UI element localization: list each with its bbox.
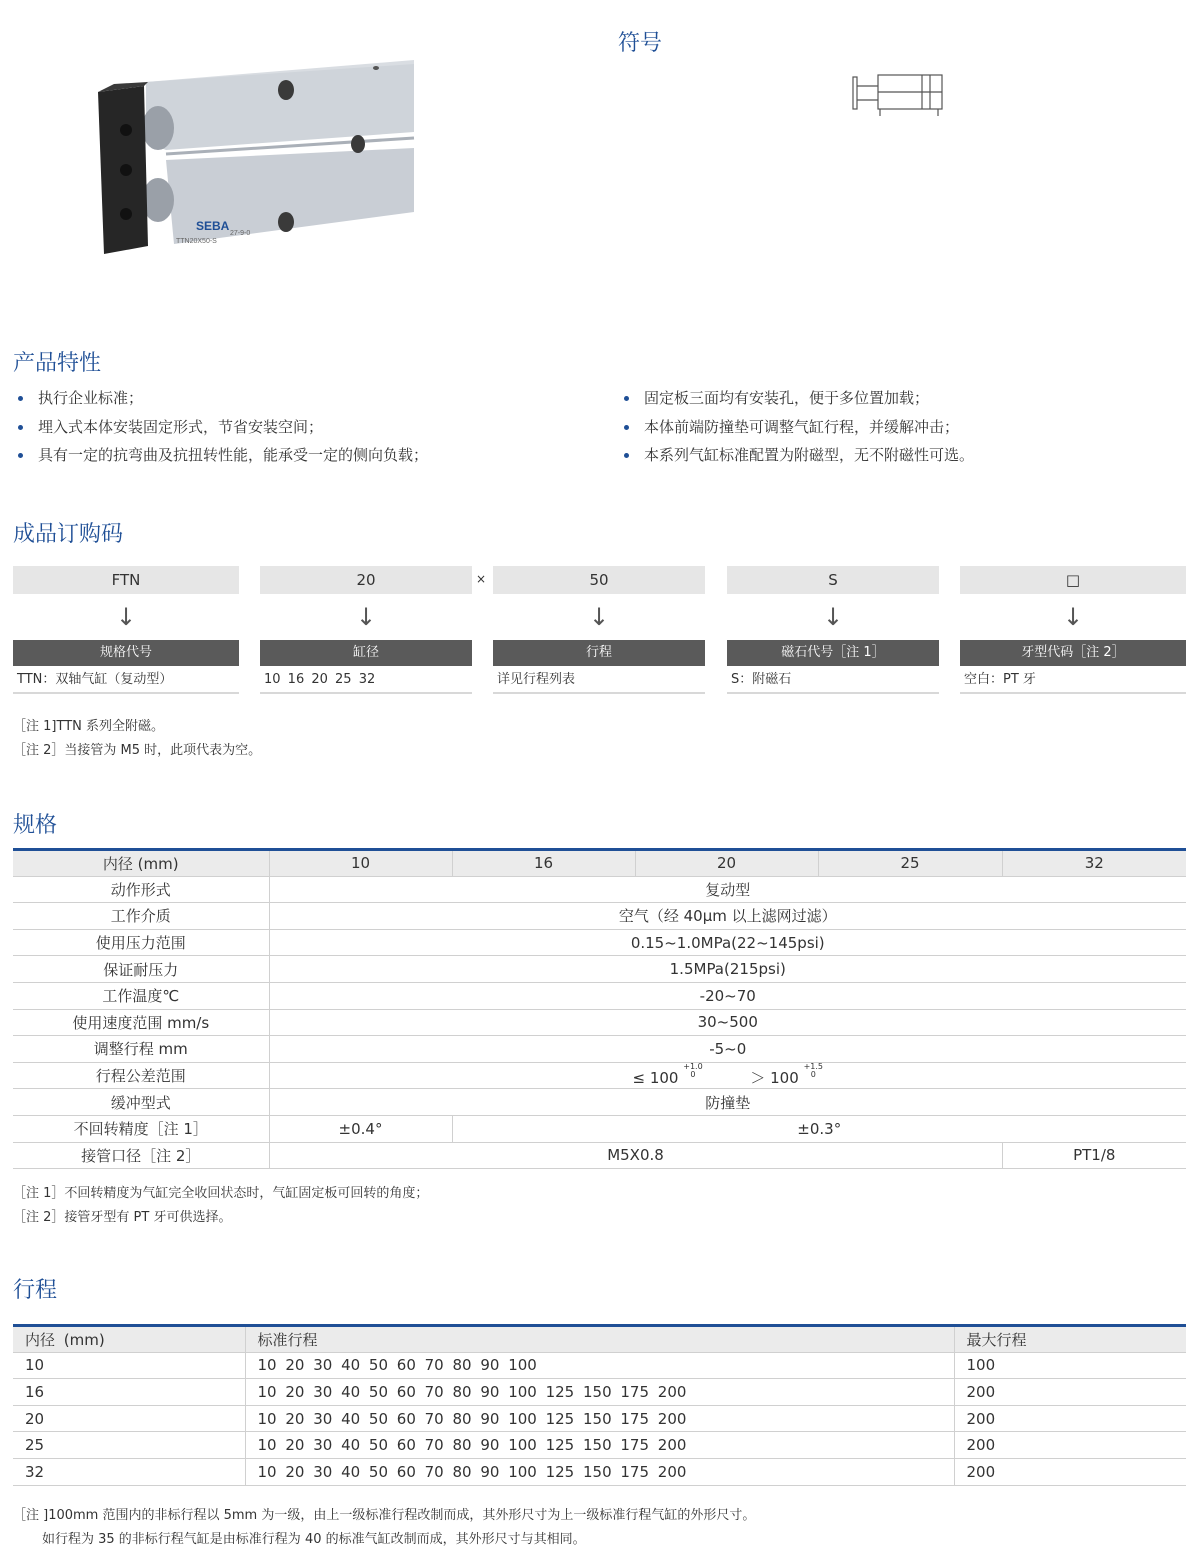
list-item: 本系列气缸标准配置为附磁型，无不附磁性可选。 (620, 441, 974, 470)
table-row: 工作介质 空气（经 40μm 以上滤网过滤） (13, 903, 1186, 930)
list-item: 固定板三面均有安装孔，便于多位置加载； (620, 384, 974, 413)
order-code-desc: 详见行程列表 (493, 666, 705, 694)
order-code-label: 行程 (493, 640, 705, 666)
brand-logo: SEBA (196, 219, 230, 233)
table-row: 保证耐压力 1.5MPa(215psi) (13, 956, 1186, 983)
order-code-value: 20 (260, 566, 472, 594)
table-header: 内径 (mm) 10 16 20 25 32 (13, 850, 1186, 877)
stroke-table (13, 1324, 1186, 1486)
order-code-column (727, 566, 939, 694)
order-code-value: 50 (493, 566, 705, 594)
stroke-note-1: ［注 ]100mm 范围内的非标行程以 5mm 为一级，由上一级标准行程改制而成，其外形尺寸为上一级标准行程气缸的外形尺寸。 (13, 1508, 756, 1523)
order-code-label: 缸径 (260, 640, 472, 666)
order-code-value: FTN (13, 566, 239, 594)
model-label: TTN20X50-S (176, 238, 217, 245)
order-code-label: 规格代号 (13, 640, 239, 666)
order-code-value: S (727, 566, 939, 594)
features-title: 产品特性 (13, 351, 102, 376)
order-code-column (493, 566, 705, 694)
spec-table (13, 848, 1186, 1169)
order-code-value: □ (960, 566, 1186, 594)
order-code-desc: 空白：PT 牙 (960, 666, 1186, 694)
table-row: 使用速度范围 mm/s 30~500 (13, 1009, 1186, 1036)
table-row: 调整行程 mm -5~0 (13, 1036, 1186, 1063)
spec-note-2: ［注 2］接管牙型有 PT 牙可供选择。 (13, 1210, 232, 1225)
order-note-2: ［注 2］当接管为 M5 时，此项代表为空。 (13, 743, 262, 758)
table-row: 不回转精度［注 1］ ±0.4° ±0.3° (13, 1115, 1186, 1142)
order-note-1: ［注 1]TTN 系列全附磁。 (13, 719, 164, 734)
order-code-title: 成品订购码 (13, 522, 124, 547)
arrow-down-icon: ↓ (355, 603, 377, 631)
order-code-column (960, 566, 1186, 694)
order-code-label: 牙型代码［注 2］ (960, 640, 1186, 666)
order-code-column (13, 566, 239, 694)
order-code-label: 磁石代号［注 1］ (727, 640, 939, 666)
times-symbol: × (476, 572, 487, 586)
table-row: 工作温度℃ -20~70 (13, 982, 1186, 1009)
arrow-down-icon: ↓ (822, 603, 844, 631)
order-code-column (260, 566, 472, 694)
list-item: 具有一定的抗弯曲及抗扭转性能，能承受一定的侧向负载； (14, 441, 428, 470)
list-item: 执行企业标准； (14, 384, 428, 413)
table-row: 动作形式 复动型 (13, 876, 1186, 903)
stroke-note-2: 如行程为 35 的非标行程气缸是由标准行程为 40 的标准气缸改制而成，其外形尺寸与其相同。 (42, 1532, 586, 1547)
order-code-desc: TTN：双轴气缸（复动型） (13, 666, 239, 694)
table-row: 32 10 20 30 40 50 60 70 80 90 100 125 150 175 200 200 (13, 1458, 1186, 1485)
symbol-title: 符号 (618, 31, 663, 56)
arrow-down-icon: ↓ (115, 603, 137, 631)
table-header: 内径 (mm) 标准行程 最大行程 (13, 1326, 1186, 1353)
table-row: 16 10 20 30 40 50 60 70 80 90 100 125 150 175 200 200 (13, 1379, 1186, 1406)
arrow-down-icon: ↓ (1062, 603, 1084, 631)
list-item: 埋入式本体安装固定形式，节省安装空间； (14, 413, 428, 442)
table-row: 接管口径［注 2］ M5X0.8 PT1/8 (13, 1142, 1186, 1169)
spec-note-1: ［注 1］不回转精度为气缸完全收回状态时，气缸固定板可回转的角度； (13, 1186, 429, 1201)
table-row: 25 10 20 30 40 50 60 70 80 90 100 125 150 175 200 200 (13, 1432, 1186, 1459)
table-row: 20 10 20 30 40 50 60 70 80 90 100 125 150 175 200 200 (13, 1405, 1186, 1432)
serial-label: 27-9-0 (230, 230, 251, 237)
order-code-desc: 10 16 20 25 32 (260, 666, 472, 694)
table-row: 行程公差范围 ≤ 100 $^{+1.0 0}$ ＞ 100 $^{+1.5 0}$ (13, 1062, 1186, 1089)
list-item: 本体前端防撞垫可调整气缸行程，并缓解冲击； (620, 413, 974, 442)
features-left (14, 384, 428, 470)
order-code-desc: S：附磁石 (727, 666, 939, 694)
spec-title: 规格 (13, 813, 58, 838)
features-right (620, 384, 974, 470)
product-image (96, 50, 426, 265)
arrow-down-icon: ↓ (588, 603, 610, 631)
stroke-title: 行程 (13, 1278, 58, 1303)
table-row: 缓冲型式 防撞垫 (13, 1089, 1186, 1116)
table-row: 使用压力范围 0.15~1.0MPa(22~145psi) (13, 929, 1186, 956)
cylinder-symbol-icon (850, 72, 950, 117)
table-row: 10 10 20 30 40 50 60 70 80 90 100 100 (13, 1352, 1186, 1379)
